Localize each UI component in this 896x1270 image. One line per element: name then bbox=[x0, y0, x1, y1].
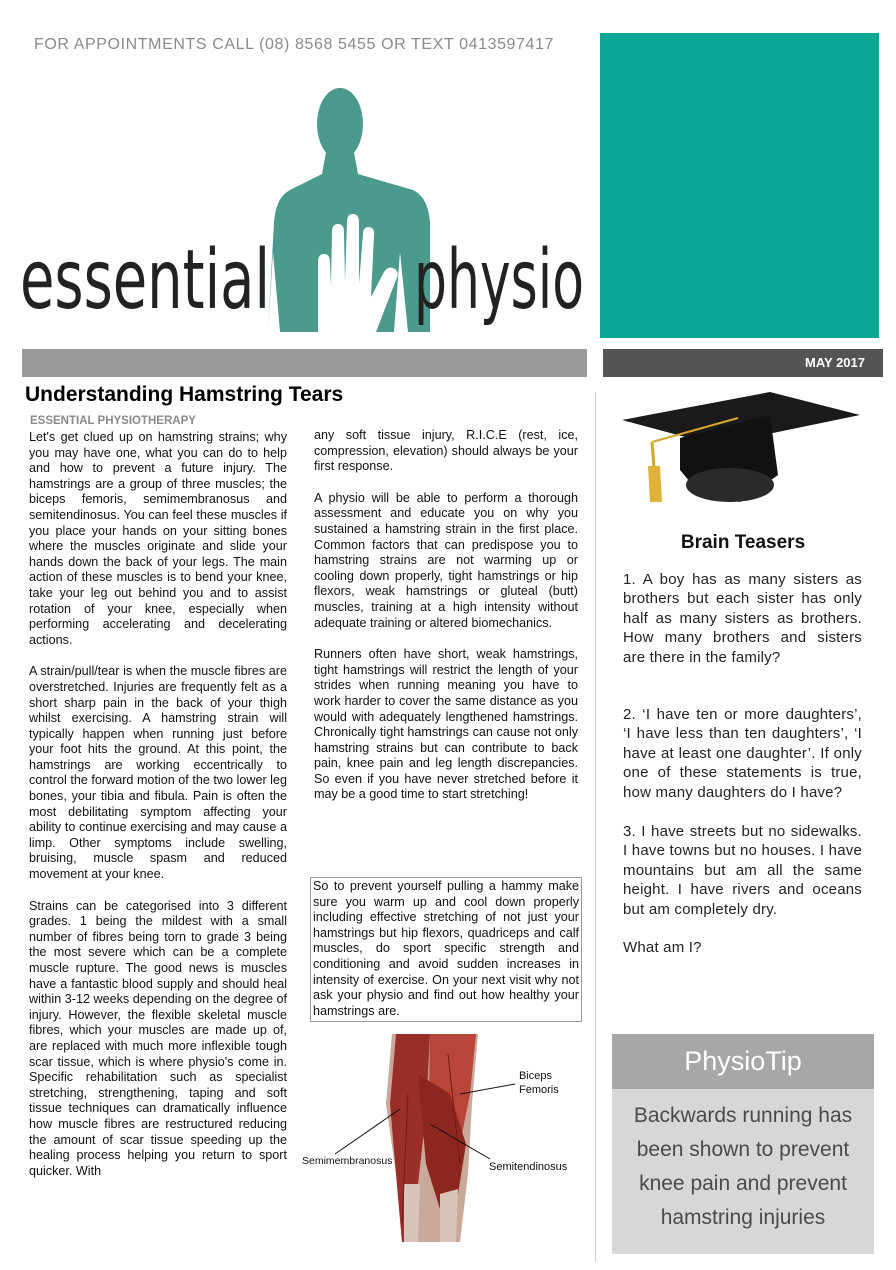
appointment-contact: FOR APPOINTMENTS CALL (08) 8568 5455 OR TEXT 0413597417 bbox=[34, 36, 555, 53]
header-color-block bbox=[600, 33, 879, 338]
paragraph: Runners often have short, weak hamstrings, tight hamstrings will restrict the length of your strides when running meaning you have to work harder to cover the same distance as you would with adequately lengthened hamstrings. Chronically tight hamstrings can cause not only hamstring strains but can contribute to back pain, knee pain and leg length discrepancies. So even if you have never stretched before it may be a good time to start stretching! bbox=[314, 647, 578, 802]
paragraph: Let's get clued up on hamstring strains; why you may have one, what you can do to help and how to prevent a future injury. The hamstrings are a group of three muscles; the biceps femoris, semimembranosus and semitendinosus. You can feel these muscles if you place your hands on your sitting bones where the muscles originate and slide your hands down the back of your legs. The main action of these muscles is to bend your knee, take your leg out behind you and to assist rotation of your knee, especially when performing accelerating and decelerating actions. bbox=[29, 430, 287, 647]
teaser-item: 3. I have streets but no sidewalks. I have towns but no houses. I have mountains but am all the same height. I have rivers and oceans but am completely dry. bbox=[623, 823, 862, 918]
title-bar-left bbox=[22, 349, 587, 377]
article-title: Understanding Hamstring Tears bbox=[25, 383, 344, 406]
issue-date: MAY 2017 bbox=[805, 355, 865, 370]
logo-word-physio: physio bbox=[414, 233, 584, 328]
teaser-item: 2. ‘I have ten or more daughters’, ‘I have less than ten daughters’, ‘I have at least one daughter’. If only one of these statements is true, how many daughters do I have? bbox=[623, 706, 862, 801]
brain-teasers-title: Brain Teasers bbox=[680, 532, 806, 553]
physio-tip-text: Backwards running has been shown to prevent knee pain and prevent hamstring injuries bbox=[612, 1089, 874, 1254]
label-semitendinosus: Semitendinosus bbox=[489, 1161, 568, 1173]
date-bar bbox=[603, 349, 883, 377]
essential-physio-logo bbox=[18, 82, 588, 337]
label-biceps: Biceps bbox=[519, 1070, 553, 1082]
brain-teasers-list bbox=[623, 570, 862, 958]
paragraph: Strains can be categorised into 3 different grades. 1 being the mildest with a small number of fibres being torn to grade 3 being the most severe which can be a complete muscle rupture. The good news is muscles have a fantastic blood supply and should heal within 3-12 weeks depending on the degree of injury. However, the flexible skeletal muscle fibres, which your muscles are made up of, are replaced with much more inflexible tough scar tissue, which is where physio's come in. Specific rehabilitation such as specialist stretching, strengthening, taping and soft tissue techniques can dramatically influence how muscle fibres are restructured reducing the amount of scar tissue speeding up the healing process helping you return to sport quicker. With bbox=[29, 898, 287, 1178]
physio-tip-heading: PhysioTip bbox=[612, 1034, 874, 1089]
teaser-item: 1. A boy has as many sisters as brothers but each sister has only half as many sisters as brothers. How many brothers and sisters are there in the family? bbox=[623, 571, 862, 666]
prevention-tip-box: So to prevent yourself pulling a hammy make sure you warm up and cool down properly including effective stretching of not just your hamstrings but hip flexors, quadriceps and calf muscles, do sport specific strength and conditioning and avoid sudden increases in intensity of exercise. On your next visit why not ask your physio and find out how healthy your hamstrings are. bbox=[310, 877, 582, 1022]
logo-word-essential: essential bbox=[20, 233, 270, 328]
hamstring-anatomy-diagram bbox=[300, 1034, 585, 1242]
paragraph: A physio will be able to perform a thorough assessment and educate you on why you sustained a hamstring strain in the first place. Common factors that can predispose you to hamstring strains are not warming up or cooling down properly, tight hamstrings or hip flexors, weak hamstrings or gluteal (butt) muscles, training at a high intensity without adequate training or altered biomechanics. bbox=[314, 490, 578, 630]
article-byline: ESSENTIAL PHYSIOTHERAPY bbox=[30, 415, 196, 427]
label-semimembranosus: Semimembranosus bbox=[302, 1155, 393, 1167]
article-column-1 bbox=[29, 430, 287, 1195]
teaser-item: What am I? bbox=[623, 939, 702, 957]
paragraph: any soft tissue injury, R.I.C.E (rest, ice, compression, elevation) should always be your first response. bbox=[314, 428, 578, 474]
label-femoris: Femoris bbox=[519, 1084, 559, 1096]
column-divider bbox=[595, 392, 596, 1262]
paragraph: A strain/pull/tear is when the muscle fibres are overstretched. Injuries are frequently felt as a short sharp pain in the back of your thigh whilst exercising. A hamstring strain will typically happen when running just before your foot hits the ground. At this point, the hamstrings are working eccentrically to control the forward motion of the two lower leg bones, your tibia and fibula. Pain is often the most debilitating symptom affecting your ability to continue exercising and may cause a limp. Other symptoms include swelling, bruising, muscle spasm and reduced movement at your knee. bbox=[29, 664, 287, 882]
graduation-cap-icon bbox=[620, 390, 865, 508]
article-column-2 bbox=[314, 428, 578, 819]
